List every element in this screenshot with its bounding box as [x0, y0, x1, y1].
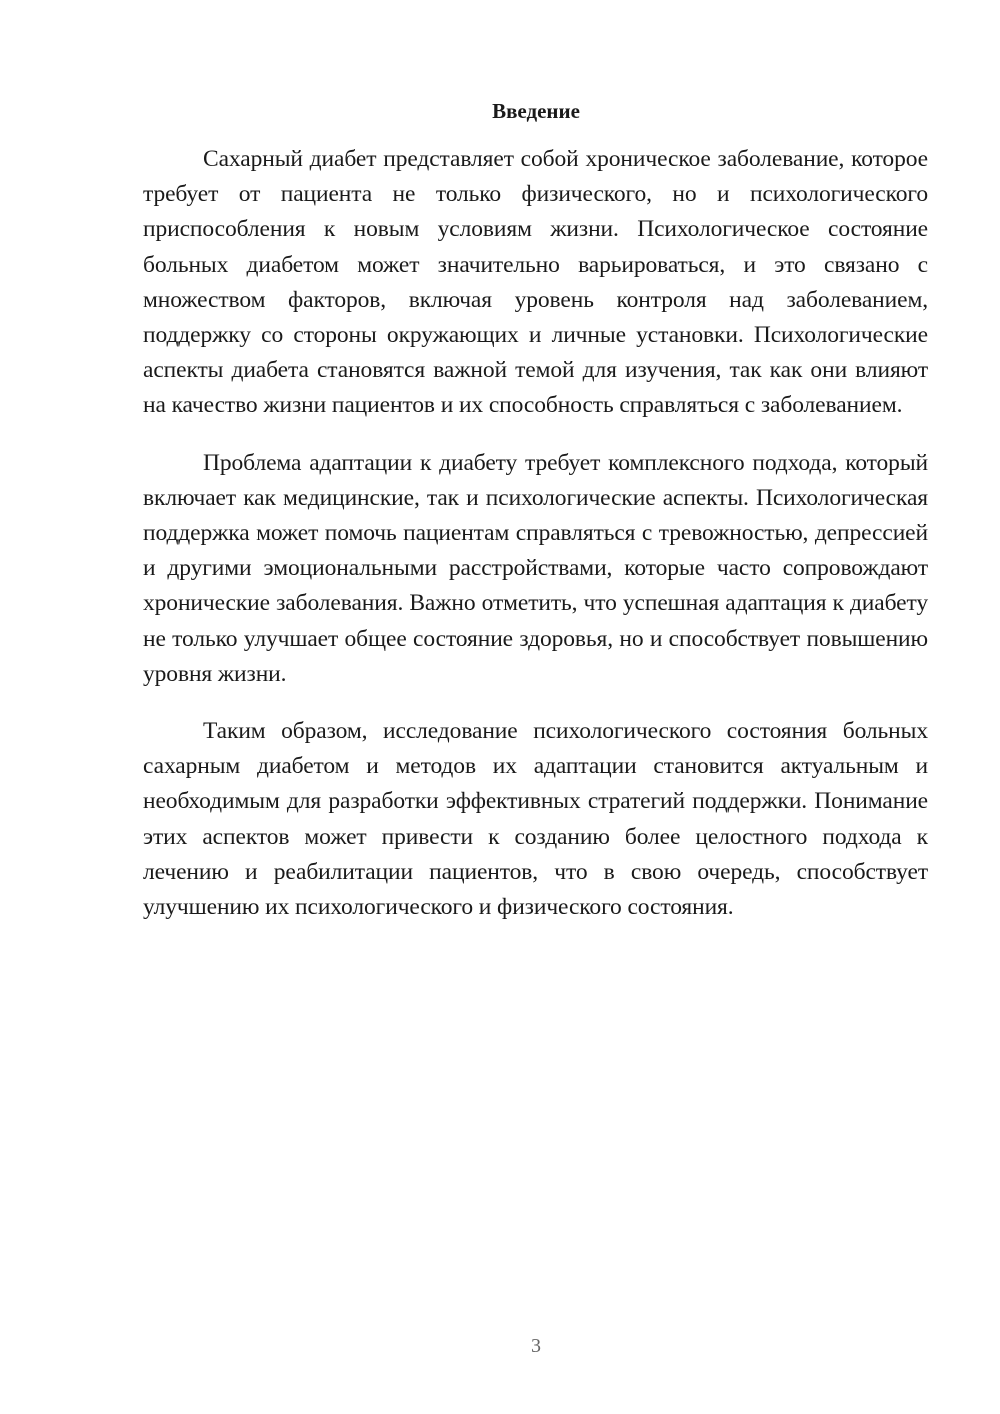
document-body — [143, 142, 928, 947]
paragraph-2: Проблема адаптации к диабету требует комплексного подхода, который включает как медицинские, так и психологические аспекты. Психологическая поддержка может помочь пациентам справляться с тревожностью, депрессией и другими эмоциональными расстройствами, которые часто сопровождают хронические заболевания. Важно отметить, что успешная адаптация к диабету не только улучшает общее состояние здоровья, но и способствует повышению уровня жизни. — [143, 449, 928, 687]
paragraph-1: Сахарный диабет представляет собой хроническое заболевание, которое требует от пациента не только физического, но и психологического приспособления к новым условиям жизни. Психологическое состояние больных диабетом может значительно варьироваться, и это связано с множеством факторов, включая уровень контроля над заболеванием, поддержку со стороны окружающих и личные установки. Психологические аспекты диабета становятся важной темой для изучения, так как они влияют на качество жизни пациентов и их способность справляться с заболеванием. — [143, 146, 928, 419]
section-heading: Введение — [492, 99, 580, 123]
page-number: 3 — [531, 1335, 541, 1357]
paragraph-3: Таким образом, исследование психологического состояния больных сахарным диабетом и методов их адаптации становится актуальным и необходимым для разработки эффективных стратегий поддержки. Понимание этих аспектов может привести к созданию более целостного подхода к лечению и реабилитации пациентов, что в свою очередь, способствует улучшению их психологического и физического состояния. — [143, 718, 928, 921]
